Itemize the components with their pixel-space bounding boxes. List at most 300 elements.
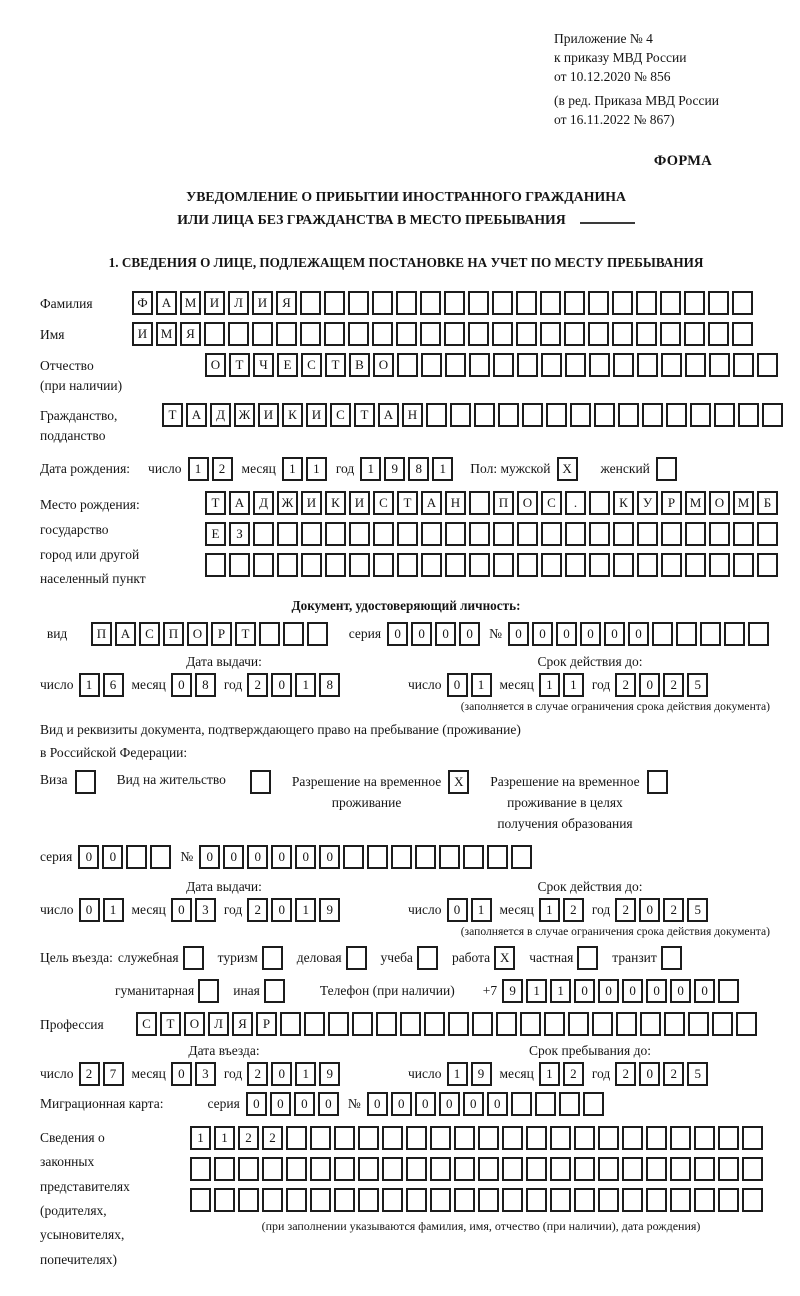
char-cell[interactable]: 1 — [295, 673, 316, 697]
char-cell[interactable]: 0 — [574, 979, 595, 1003]
char-cell[interactable] — [397, 522, 418, 546]
char-cell[interactable] — [250, 770, 271, 794]
char-cell[interactable] — [493, 553, 514, 577]
char-cell[interactable]: 2 — [262, 1126, 283, 1150]
char-cell[interactable] — [397, 553, 418, 577]
char-cell[interactable]: 1 — [190, 1126, 211, 1150]
char-cell[interactable] — [349, 553, 370, 577]
expiry-month-cells[interactable] — [539, 898, 587, 922]
char-cell[interactable]: 0 — [318, 1092, 339, 1116]
char-cell[interactable] — [583, 1092, 604, 1116]
char-cell[interactable] — [732, 291, 753, 315]
char-cell[interactable] — [559, 1092, 580, 1116]
char-cell[interactable]: Т — [354, 403, 375, 427]
char-cell[interactable] — [574, 1188, 595, 1212]
char-cell[interactable] — [612, 291, 633, 315]
char-cell[interactable]: 1 — [563, 673, 584, 697]
char-cell[interactable]: 1 — [539, 898, 560, 922]
char-cell[interactable] — [421, 353, 442, 377]
char-cell[interactable] — [757, 553, 778, 577]
char-cell[interactable]: 0 — [271, 673, 292, 697]
char-cell[interactable]: 0 — [271, 845, 292, 869]
char-cell[interactable] — [616, 1012, 637, 1036]
char-cell[interactable] — [550, 1126, 571, 1150]
char-cell[interactable] — [214, 1157, 235, 1181]
char-cell[interactable] — [666, 403, 687, 427]
char-cell[interactable]: П — [493, 491, 514, 515]
char-cell[interactable] — [732, 322, 753, 346]
char-cell[interactable] — [204, 322, 225, 346]
char-cell[interactable] — [430, 1188, 451, 1212]
char-cell[interactable]: 8 — [408, 457, 429, 481]
char-cell[interactable] — [694, 1126, 715, 1150]
char-cell[interactable]: 0 — [391, 1092, 412, 1116]
firstname-cells[interactable] — [132, 322, 756, 346]
char-cell[interactable] — [415, 845, 436, 869]
char-cell[interactable] — [420, 291, 441, 315]
phone-cells[interactable] — [502, 979, 742, 1003]
char-cell[interactable] — [688, 1012, 709, 1036]
char-cell[interactable]: Т — [160, 1012, 181, 1036]
char-cell[interactable]: Я — [180, 322, 201, 346]
char-cell[interactable]: Ж — [277, 491, 298, 515]
char-cell[interactable] — [286, 1188, 307, 1212]
char-cell[interactable]: О — [187, 622, 208, 646]
char-cell[interactable]: 0 — [508, 622, 529, 646]
entry-year-cells[interactable] — [247, 1062, 343, 1086]
char-cell[interactable]: 0 — [628, 622, 649, 646]
char-cell[interactable] — [334, 1188, 355, 1212]
char-cell[interactable] — [642, 403, 663, 427]
char-cell[interactable]: 0 — [223, 845, 244, 869]
char-cell[interactable]: С — [373, 491, 394, 515]
char-cell[interactable]: Ж — [234, 403, 255, 427]
char-cell[interactable] — [762, 403, 783, 427]
char-cell[interactable] — [694, 1188, 715, 1212]
study-checkbox[interactable] — [417, 946, 441, 970]
char-cell[interactable]: И — [301, 491, 322, 515]
char-cell[interactable] — [589, 553, 610, 577]
doc-series-cells[interactable] — [387, 622, 483, 646]
doc-type-cells[interactable] — [91, 622, 331, 646]
char-cell[interactable] — [391, 845, 412, 869]
expiry-day-cells[interactable] — [447, 898, 495, 922]
char-cell[interactable]: 0 — [102, 845, 123, 869]
char-cell[interactable]: П — [163, 622, 184, 646]
char-cell[interactable] — [676, 622, 697, 646]
char-cell[interactable] — [310, 1157, 331, 1181]
char-cell[interactable]: О — [709, 491, 730, 515]
char-cell[interactable] — [421, 553, 442, 577]
char-cell[interactable]: 0 — [294, 1092, 315, 1116]
char-cell[interactable] — [478, 1188, 499, 1212]
char-cell[interactable]: А — [229, 491, 250, 515]
char-cell[interactable] — [343, 845, 364, 869]
char-cell[interactable] — [742, 1157, 763, 1181]
char-cell[interactable]: 0 — [271, 1062, 292, 1086]
char-cell[interactable] — [229, 553, 250, 577]
char-cell[interactable] — [382, 1188, 403, 1212]
char-cell[interactable] — [406, 1126, 427, 1150]
char-cell[interactable]: 0 — [199, 845, 220, 869]
char-cell[interactable] — [540, 291, 561, 315]
char-cell[interactable] — [198, 979, 219, 1003]
char-cell[interactable] — [652, 622, 673, 646]
char-cell[interactable] — [670, 1126, 691, 1150]
char-cell[interactable] — [540, 322, 561, 346]
char-cell[interactable] — [300, 291, 321, 315]
char-cell[interactable] — [454, 1188, 475, 1212]
char-cell[interactable] — [502, 1157, 523, 1181]
char-cell[interactable] — [598, 1157, 619, 1181]
char-cell[interactable] — [376, 1012, 397, 1036]
char-cell[interactable] — [373, 553, 394, 577]
char-cell[interactable]: 0 — [295, 845, 316, 869]
char-cell[interactable]: 2 — [615, 898, 636, 922]
char-cell[interactable] — [469, 522, 490, 546]
char-cell[interactable] — [75, 770, 96, 794]
char-cell[interactable] — [468, 291, 489, 315]
char-cell[interactable]: Б — [757, 491, 778, 515]
char-cell[interactable] — [277, 522, 298, 546]
char-cell[interactable] — [397, 353, 418, 377]
char-cell[interactable] — [126, 845, 147, 869]
char-cell[interactable] — [300, 322, 321, 346]
char-cell[interactable] — [478, 1126, 499, 1150]
char-cell[interactable] — [324, 322, 345, 346]
char-cell[interactable]: С — [136, 1012, 157, 1036]
char-cell[interactable]: 0 — [463, 1092, 484, 1116]
citizenship-cells[interactable] — [162, 403, 786, 427]
char-cell[interactable] — [252, 322, 273, 346]
char-cell[interactable] — [647, 770, 668, 794]
char-cell[interactable]: 1 — [295, 898, 316, 922]
migration-series-cells[interactable] — [246, 1092, 342, 1116]
char-cell[interactable]: А — [115, 622, 136, 646]
char-cell[interactable] — [469, 553, 490, 577]
char-cell[interactable] — [594, 403, 615, 427]
char-cell[interactable] — [592, 1012, 613, 1036]
char-cell[interactable] — [448, 1012, 469, 1036]
char-cell[interactable] — [598, 1126, 619, 1150]
char-cell[interactable] — [622, 1126, 643, 1150]
char-cell[interactable] — [589, 522, 610, 546]
char-cell[interactable]: Д — [253, 491, 274, 515]
char-cell[interactable]: 0 — [487, 1092, 508, 1116]
char-cell[interactable] — [646, 1188, 667, 1212]
char-cell[interactable] — [474, 403, 495, 427]
char-cell[interactable] — [541, 522, 562, 546]
char-cell[interactable] — [307, 622, 328, 646]
expiry-year-cells[interactable] — [615, 898, 711, 922]
char-cell[interactable]: 1 — [526, 979, 547, 1003]
char-cell[interactable]: X — [494, 946, 515, 970]
char-cell[interactable] — [724, 622, 745, 646]
stay-month-cells[interactable] — [539, 1062, 587, 1086]
char-cell[interactable] — [445, 553, 466, 577]
char-cell[interactable] — [469, 353, 490, 377]
char-cell[interactable]: 0 — [439, 1092, 460, 1116]
char-cell[interactable]: А — [378, 403, 399, 427]
char-cell[interactable] — [420, 322, 441, 346]
char-cell[interactable]: Т — [325, 353, 346, 377]
char-cell[interactable] — [150, 845, 171, 869]
representatives-row1-cells[interactable] — [190, 1126, 772, 1150]
char-cell[interactable] — [636, 291, 657, 315]
char-cell[interactable] — [439, 845, 460, 869]
char-cell[interactable]: Е — [277, 353, 298, 377]
char-cell[interactable]: 0 — [646, 979, 667, 1003]
char-cell[interactable]: 1 — [188, 457, 209, 481]
char-cell[interactable] — [280, 1012, 301, 1036]
char-cell[interactable] — [709, 553, 730, 577]
char-cell[interactable]: 3 — [195, 1062, 216, 1086]
char-cell[interactable] — [613, 553, 634, 577]
char-cell[interactable] — [310, 1188, 331, 1212]
char-cell[interactable] — [718, 1157, 739, 1181]
expiry-month-cells[interactable] — [539, 673, 587, 697]
char-cell[interactable] — [535, 1092, 556, 1116]
business-checkbox[interactable] — [346, 946, 370, 970]
char-cell[interactable] — [670, 1188, 691, 1212]
char-cell[interactable] — [286, 1157, 307, 1181]
char-cell[interactable]: 5 — [687, 1062, 708, 1086]
char-cell[interactable]: 0 — [415, 1092, 436, 1116]
char-cell[interactable] — [310, 1126, 331, 1150]
char-cell[interactable]: К — [325, 491, 346, 515]
char-cell[interactable] — [238, 1157, 259, 1181]
char-cell[interactable] — [526, 1157, 547, 1181]
char-cell[interactable] — [709, 353, 730, 377]
char-cell[interactable]: Р — [211, 622, 232, 646]
char-cell[interactable] — [382, 1157, 403, 1181]
char-cell[interactable] — [301, 522, 322, 546]
doc-number-cells[interactable] — [508, 622, 772, 646]
birthplace-row1-cells[interactable] — [205, 491, 781, 515]
char-cell[interactable] — [622, 1188, 643, 1212]
char-cell[interactable] — [550, 1157, 571, 1181]
issue-month-cells[interactable] — [171, 898, 219, 922]
char-cell[interactable]: 2 — [615, 1062, 636, 1086]
char-cell[interactable]: А — [156, 291, 177, 315]
char-cell[interactable]: К — [282, 403, 303, 427]
char-cell[interactable] — [613, 353, 634, 377]
char-cell[interactable] — [694, 1157, 715, 1181]
char-cell[interactable] — [588, 291, 609, 315]
char-cell[interactable] — [565, 522, 586, 546]
expiry-year-cells[interactable] — [615, 673, 711, 697]
char-cell[interactable]: 1 — [539, 673, 560, 697]
char-cell[interactable]: Я — [276, 291, 297, 315]
char-cell[interactable]: X — [557, 457, 578, 481]
char-cell[interactable] — [618, 403, 639, 427]
char-cell[interactable] — [565, 553, 586, 577]
char-cell[interactable] — [396, 322, 417, 346]
entry-day-cells[interactable] — [79, 1062, 127, 1086]
char-cell[interactable] — [661, 553, 682, 577]
char-cell[interactable] — [714, 403, 735, 427]
char-cell[interactable]: 0 — [694, 979, 715, 1003]
issue-day-cells[interactable] — [79, 898, 127, 922]
char-cell[interactable]: З — [229, 522, 250, 546]
char-cell[interactable] — [348, 291, 369, 315]
char-cell[interactable]: Р — [256, 1012, 277, 1036]
transit-checkbox[interactable] — [661, 946, 685, 970]
char-cell[interactable] — [526, 1188, 547, 1212]
char-cell[interactable]: 2 — [663, 898, 684, 922]
char-cell[interactable]: Р — [661, 491, 682, 515]
char-cell[interactable]: 0 — [171, 898, 192, 922]
char-cell[interactable]: 1 — [550, 979, 571, 1003]
char-cell[interactable]: 1 — [432, 457, 453, 481]
char-cell[interactable]: 0 — [532, 622, 553, 646]
char-cell[interactable] — [661, 522, 682, 546]
char-cell[interactable]: 2 — [563, 898, 584, 922]
char-cell[interactable] — [346, 946, 367, 970]
char-cell[interactable]: С — [139, 622, 160, 646]
char-cell[interactable]: М — [180, 291, 201, 315]
char-cell[interactable]: Т — [235, 622, 256, 646]
char-cell[interactable] — [517, 553, 538, 577]
residence-series-cells[interactable] — [78, 845, 174, 869]
char-cell[interactable] — [400, 1012, 421, 1036]
char-cell[interactable] — [511, 1092, 532, 1116]
char-cell[interactable] — [373, 522, 394, 546]
char-cell[interactable]: А — [421, 491, 442, 515]
char-cell[interactable]: 2 — [247, 898, 268, 922]
char-cell[interactable]: 0 — [411, 622, 432, 646]
char-cell[interactable] — [472, 1012, 493, 1036]
char-cell[interactable] — [748, 622, 769, 646]
char-cell[interactable] — [424, 1012, 445, 1036]
char-cell[interactable] — [253, 522, 274, 546]
char-cell[interactable]: 0 — [556, 622, 577, 646]
char-cell[interactable] — [349, 522, 370, 546]
char-cell[interactable] — [301, 553, 322, 577]
char-cell[interactable]: 2 — [663, 1062, 684, 1086]
char-cell[interactable]: 0 — [447, 898, 468, 922]
char-cell[interactable]: И — [258, 403, 279, 427]
char-cell[interactable]: 1 — [103, 898, 124, 922]
char-cell[interactable]: 0 — [435, 622, 456, 646]
char-cell[interactable]: С — [330, 403, 351, 427]
char-cell[interactable]: М — [156, 322, 177, 346]
char-cell[interactable]: 2 — [663, 673, 684, 697]
char-cell[interactable]: 7 — [103, 1062, 124, 1086]
char-cell[interactable] — [742, 1126, 763, 1150]
char-cell[interactable]: О — [373, 353, 394, 377]
char-cell[interactable]: 0 — [598, 979, 619, 1003]
birth-year-cells[interactable] — [360, 457, 456, 481]
char-cell[interactable]: 0 — [639, 673, 660, 697]
char-cell[interactable]: 3 — [195, 898, 216, 922]
char-cell[interactable] — [334, 1157, 355, 1181]
char-cell[interactable]: Н — [445, 491, 466, 515]
char-cell[interactable] — [454, 1157, 475, 1181]
char-cell[interactable] — [444, 291, 465, 315]
char-cell[interactable]: С — [301, 353, 322, 377]
char-cell[interactable] — [325, 522, 346, 546]
char-cell[interactable] — [684, 322, 705, 346]
char-cell[interactable] — [718, 1126, 739, 1150]
birth-day-cells[interactable] — [188, 457, 236, 481]
char-cell[interactable] — [517, 522, 538, 546]
birthplace-row2-cells[interactable] — [205, 522, 781, 546]
char-cell[interactable] — [564, 291, 585, 315]
char-cell[interactable] — [205, 553, 226, 577]
char-cell[interactable] — [517, 353, 538, 377]
char-cell[interactable] — [372, 322, 393, 346]
char-cell[interactable]: 0 — [270, 1092, 291, 1116]
entry-month-cells[interactable] — [171, 1062, 219, 1086]
char-cell[interactable] — [588, 322, 609, 346]
char-cell[interactable] — [286, 1126, 307, 1150]
char-cell[interactable] — [733, 553, 754, 577]
char-cell[interactable]: И — [132, 322, 153, 346]
birthplace-row3-cells[interactable] — [205, 553, 781, 577]
char-cell[interactable]: Н — [402, 403, 423, 427]
char-cell[interactable] — [430, 1126, 451, 1150]
char-cell[interactable] — [636, 322, 657, 346]
char-cell[interactable]: 0 — [271, 898, 292, 922]
char-cell[interactable]: 2 — [615, 673, 636, 697]
sex-female-checkbox[interactable] — [656, 457, 680, 481]
char-cell[interactable]: Л — [208, 1012, 229, 1036]
representatives-row2-cells[interactable] — [190, 1157, 772, 1181]
char-cell[interactable] — [496, 1012, 517, 1036]
char-cell[interactable] — [568, 1012, 589, 1036]
char-cell[interactable] — [684, 291, 705, 315]
char-cell[interactable] — [613, 522, 634, 546]
char-cell[interactable] — [396, 291, 417, 315]
char-cell[interactable] — [736, 1012, 757, 1036]
char-cell[interactable] — [660, 322, 681, 346]
char-cell[interactable] — [262, 1188, 283, 1212]
char-cell[interactable] — [238, 1188, 259, 1212]
temp-residence-education-checkbox[interactable] — [647, 770, 671, 794]
char-cell[interactable]: 0 — [171, 1062, 192, 1086]
char-cell[interactable] — [262, 946, 283, 970]
char-cell[interactable]: 0 — [670, 979, 691, 1003]
humanitarian-checkbox[interactable] — [198, 979, 222, 1003]
char-cell[interactable] — [550, 1188, 571, 1212]
char-cell[interactable]: П — [91, 622, 112, 646]
char-cell[interactable] — [421, 522, 442, 546]
char-cell[interactable] — [661, 946, 682, 970]
char-cell[interactable] — [544, 1012, 565, 1036]
char-cell[interactable] — [487, 845, 508, 869]
char-cell[interactable] — [670, 1157, 691, 1181]
char-cell[interactable] — [656, 457, 677, 481]
char-cell[interactable] — [259, 622, 280, 646]
char-cell[interactable] — [445, 522, 466, 546]
char-cell[interactable]: У — [637, 491, 658, 515]
char-cell[interactable]: 2 — [563, 1062, 584, 1086]
char-cell[interactable]: 1 — [447, 1062, 468, 1086]
char-cell[interactable] — [718, 979, 739, 1003]
char-cell[interactable]: 1 — [282, 457, 303, 481]
char-cell[interactable]: 0 — [447, 673, 468, 697]
char-cell[interactable] — [612, 322, 633, 346]
char-cell[interactable] — [690, 403, 711, 427]
char-cell[interactable]: 2 — [79, 1062, 100, 1086]
char-cell[interactable] — [708, 291, 729, 315]
char-cell[interactable]: 1 — [79, 673, 100, 697]
char-cell[interactable]: 0 — [639, 898, 660, 922]
char-cell[interactable] — [502, 1126, 523, 1150]
char-cell[interactable] — [444, 322, 465, 346]
char-cell[interactable] — [598, 1188, 619, 1212]
